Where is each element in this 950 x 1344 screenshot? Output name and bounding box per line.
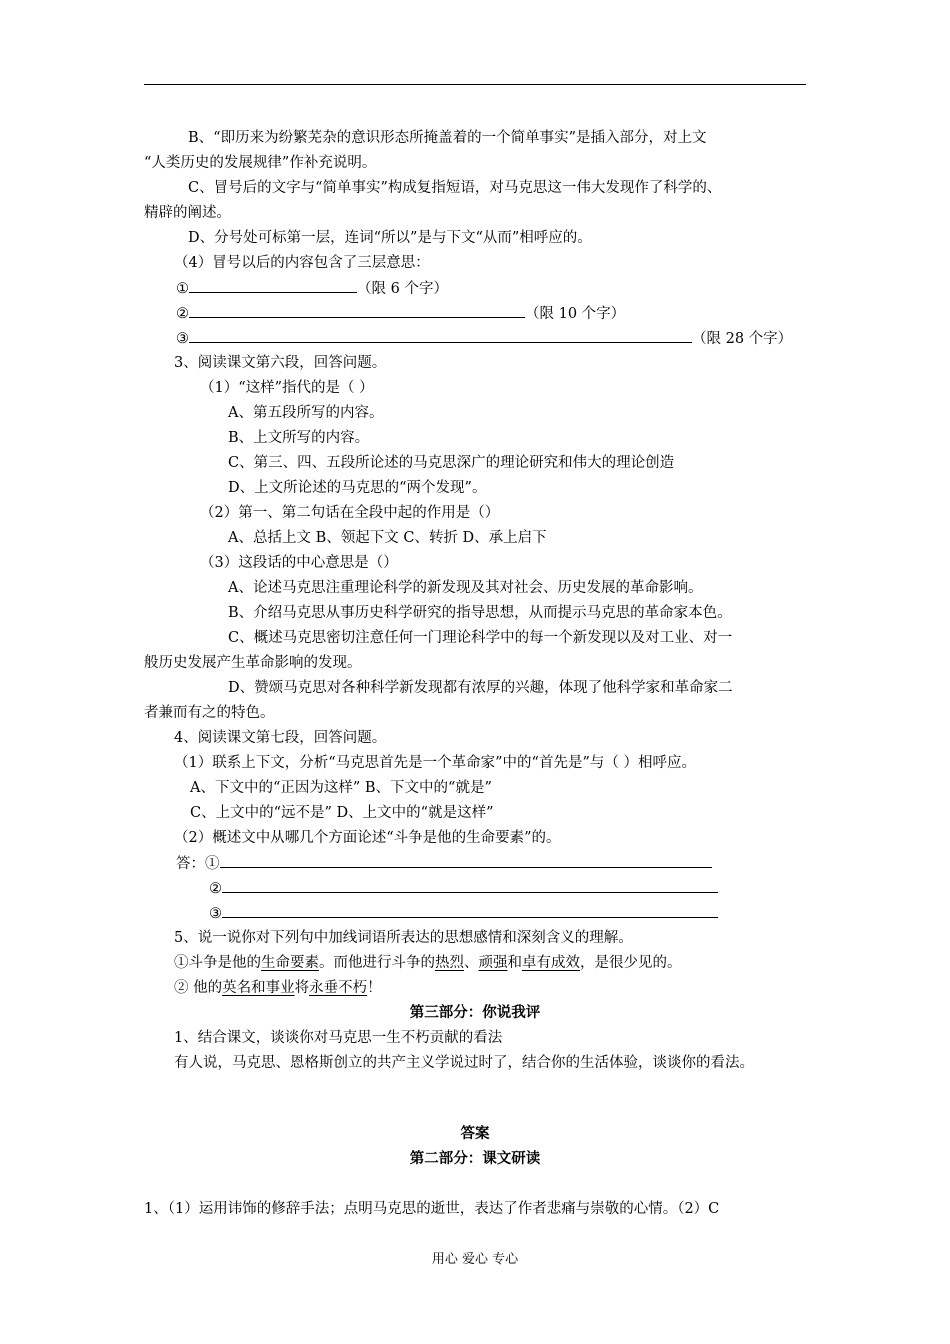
underlined-phrase: 顽强 bbox=[478, 955, 508, 971]
limit-note: （限 6 个字） bbox=[357, 281, 448, 297]
option-line: 者兼而有之的特色。 bbox=[144, 705, 275, 721]
circled-number: ② bbox=[176, 306, 189, 322]
text: 将 bbox=[294, 980, 310, 996]
circled-number: ③ bbox=[209, 906, 222, 922]
option-line: A、论述马克思注重理论科学的新发现及其对社会、历史发展的革命影响。 bbox=[228, 580, 703, 596]
text-line: 精辟的阐述。 bbox=[144, 205, 231, 221]
question-line: （2）第一、第二句话在全段中起的作用是（） bbox=[200, 505, 500, 521]
option-line: 般历史发展产生革命影响的发现。 bbox=[144, 655, 362, 671]
answer-line-3 bbox=[176, 328, 792, 349]
text: 。而他进行斗争的 bbox=[319, 955, 435, 971]
section-heading: 第三部分：你说我评 bbox=[409, 1004, 541, 1021]
option-line: A、下文中的“正因为这样” B、下文中的“就是” bbox=[190, 780, 492, 796]
question-line: （3）这段话的中心意思是（） bbox=[200, 555, 398, 571]
question-line: （2）概述文中从哪几个方面论述“斗争是他的生命要素”的。 bbox=[174, 830, 561, 846]
underlined-phrase: 生命要素 bbox=[261, 955, 319, 971]
question-heading: 5、说一说你对下列句中加线词语所表达的思想感情和深刻含义的理解。 bbox=[174, 930, 633, 946]
underlined-phrase: 卓有成效 bbox=[522, 955, 580, 971]
option-line: B、介绍马克思从事历史科学研究的指导思想，从而提示马克思的革命家本色。 bbox=[228, 605, 732, 621]
option-line: A、第五段所写的内容。 bbox=[228, 405, 384, 421]
question-line: 1、结合课文，谈谈你对马克思一生不朽贡献的看法 bbox=[174, 1030, 503, 1046]
sentence-line bbox=[174, 978, 382, 998]
answer-blank[interactable] bbox=[222, 878, 718, 893]
underlined-phrase: 英名和事业 bbox=[222, 980, 295, 996]
answer-label: 答：① bbox=[176, 856, 220, 872]
underlined-phrase: 永垂不朽 bbox=[309, 980, 368, 996]
text-line: D、分号处可标第一层，连词“所以”是与下文“从而”相呼应的。 bbox=[188, 230, 592, 246]
answer-text: 1、（1）运用讳饰的修辞手法；点明马克思的逝世，表达了作者悲痛与崇敬的心情。（2）C bbox=[144, 1201, 720, 1217]
question-line: 有人说，马克思、恩格斯创立的共产主义学说过时了，结合你的生活体验，谈谈你的看法。 bbox=[174, 1055, 754, 1071]
answer-blank[interactable] bbox=[189, 278, 357, 293]
option-line: C、上文中的“远不是” D、上文中的“就是这样” bbox=[190, 805, 494, 821]
underlined-phrase: 热烈 bbox=[435, 955, 464, 971]
circled-number: ② bbox=[209, 881, 222, 897]
text: ② 他的 bbox=[174, 980, 223, 996]
answer-blank[interactable] bbox=[189, 303, 525, 318]
text-line: B、“即历来为纷繁芜杂的意识形态所掩盖着的一个简单事实”是插入部分，对上文 bbox=[188, 130, 707, 146]
text: ①斗争是他的 bbox=[174, 955, 261, 971]
option-line: D、上文所论述的马克思的“两个发现”。 bbox=[228, 480, 487, 496]
answer-blank[interactable] bbox=[189, 328, 692, 343]
answer-line-1 bbox=[176, 853, 712, 874]
question-line: （1）联系上下文，分析“马克思首先是一个革命家”中的“首先是”与（ ）相呼应。 bbox=[174, 755, 696, 771]
answer-line-2 bbox=[176, 303, 625, 324]
question-heading: 3、阅读课文第六段，回答问题。 bbox=[174, 355, 387, 371]
answer-line-3 bbox=[209, 903, 718, 924]
circled-number: ① bbox=[176, 281, 189, 297]
text: 、 bbox=[464, 955, 479, 971]
question-heading: 4、阅读课文第七段，回答问题。 bbox=[174, 730, 387, 746]
sentence-line bbox=[174, 953, 682, 973]
section-heading: 第二部分：课文研读 bbox=[409, 1150, 541, 1167]
header-rule bbox=[144, 84, 806, 85]
page-footer: 用心 爱心 专心 bbox=[431, 1252, 519, 1267]
option-line: D、赞颂马克思对各种科学新发现都有浓厚的兴趣，体现了他科学家和革命家二 bbox=[228, 680, 733, 696]
circled-number: ③ bbox=[176, 331, 189, 347]
answer-line-1 bbox=[176, 278, 448, 299]
option-line: C、概述马克思密切注意任何一门理论科学中的每一个新发现以及对工业、对一 bbox=[228, 630, 733, 646]
option-line: A、总括上文 B、领起下文 C、转折 D、承上启下 bbox=[228, 530, 547, 546]
text: 和 bbox=[507, 955, 522, 971]
text-line: “人类历史的发展规律”作补充说明。 bbox=[144, 155, 377, 171]
option-line: B、上文所写的内容。 bbox=[228, 430, 370, 446]
question-line: （4）冒号以后的内容包含了三层意思： bbox=[174, 255, 430, 271]
text: ！ bbox=[367, 980, 382, 996]
answer-line-2 bbox=[209, 878, 718, 899]
text-line: C、冒号后的文字与“简单事实”构成复指短语，对马克思这一伟大发现作了科学的、 bbox=[188, 180, 722, 196]
question-line: （1）“这样”指代的是（ ） bbox=[200, 380, 374, 396]
limit-note: （限 28 个字） bbox=[692, 331, 793, 347]
text: ，是很少见的。 bbox=[580, 955, 682, 971]
answer-blank[interactable] bbox=[222, 903, 718, 918]
answer-blank[interactable] bbox=[220, 853, 712, 868]
answer-heading: 答案 bbox=[460, 1125, 490, 1142]
limit-note: （限 10 个字） bbox=[525, 306, 626, 322]
option-line: C、第三、四、五段所论述的马克思深广的理论研究和伟大的理论创造 bbox=[228, 455, 675, 471]
